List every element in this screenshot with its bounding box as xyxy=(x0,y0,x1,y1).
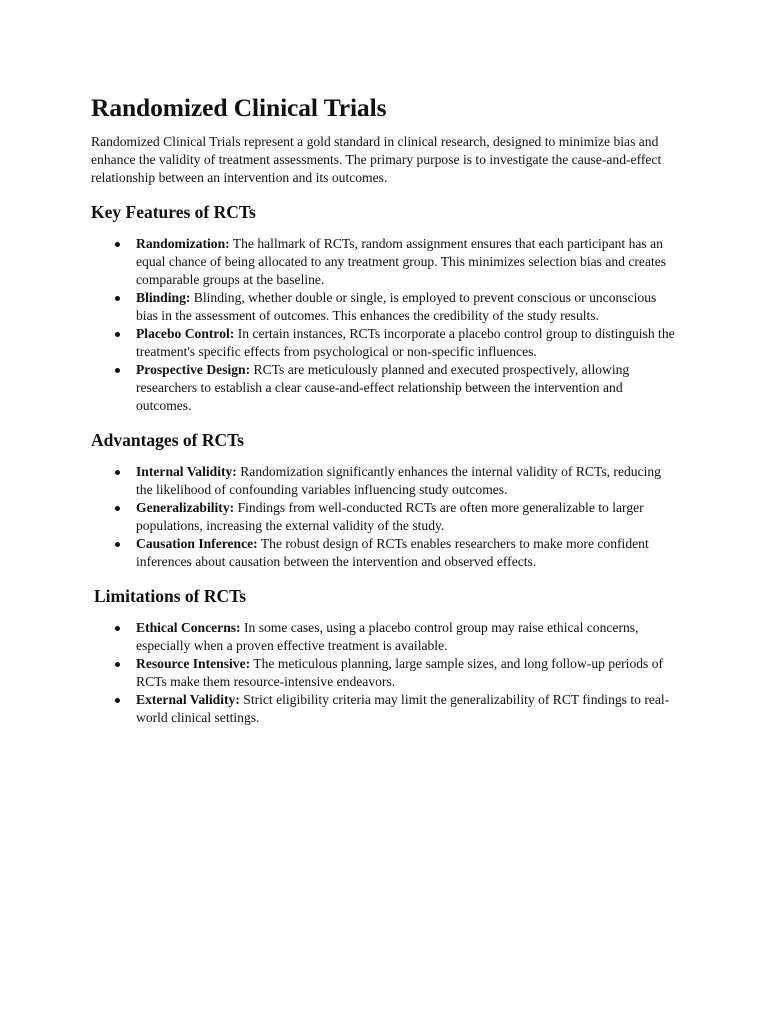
item-text: Randomization significantly enhances the internal validity of RCTs, reducing the likelihood of confounding variables influencing study outcomes. xyxy=(136,464,661,497)
section-heading-limitations: Limitations of RCTs xyxy=(94,586,247,606)
list-item xyxy=(91,619,679,655)
item-text: The robust design of RCTs enables researchers to make more confident inferences about causation between the intervention and observed effects. xyxy=(136,536,649,569)
bullet-icon xyxy=(115,626,120,631)
item-term: Prospective Design: xyxy=(136,362,251,377)
list-item xyxy=(91,235,679,289)
bullet-icon xyxy=(115,698,120,703)
list-item xyxy=(91,535,679,571)
bullet-icon xyxy=(115,296,120,301)
item-text: RCTs are meticulously planned and executed prospectively, allowing researchers to establish a clear cause-and-effect relationship between the intervention and outcomes. xyxy=(136,362,630,413)
list-item xyxy=(91,691,679,727)
item-term: Randomization: xyxy=(136,236,230,251)
item-text: Blinding, whether double or single, is employed to prevent conscious or unconscious bias in the assessment of outcomes. This enhances the credibility of the study results. xyxy=(136,290,657,323)
list-item xyxy=(91,289,679,325)
bullet-icon xyxy=(115,242,120,247)
list-item xyxy=(91,499,679,535)
item-term: Ethical Concerns: xyxy=(136,620,241,635)
document-page xyxy=(91,92,679,741)
item-term: Placebo Control: xyxy=(136,326,235,341)
section-heading-key-features: Key Features of RCTs xyxy=(91,202,256,222)
item-text: Findings from well-conducted RCTs are often more generalizable to larger populations, increasing the external validity of the study. xyxy=(136,500,644,533)
list-item xyxy=(91,655,679,691)
item-text: In certain instances, RCTs incorporate a placebo control group to distinguish the treatment's specific effects from psychological or non-specific influences. xyxy=(136,326,675,359)
item-term: Internal Validity: xyxy=(136,464,237,479)
item-term: Resource Intensive: xyxy=(136,656,251,671)
bullet-icon xyxy=(115,470,120,475)
item-term: External Validity: xyxy=(136,692,240,707)
bullet-icon xyxy=(115,368,120,373)
item-term: Generalizability: xyxy=(136,500,235,515)
advantages-list xyxy=(91,463,679,571)
bullet-icon xyxy=(115,542,120,547)
list-item xyxy=(91,463,679,499)
item-text: The hallmark of RCTs, random assignment ensures that each participant has an equal chance of being allocated to any treatment group. This minimizes selection bias and creates comparable groups at the baseline. xyxy=(136,236,667,287)
item-term: Causation Inference: xyxy=(136,536,258,551)
item-text: The meticulous planning, large sample sizes, and long follow-up periods of RCTs make them resource-intensive endeavors. xyxy=(136,656,664,689)
intro-paragraph: Randomized Clinical Trials represent a gold standard in clinical research, designed to minimize bias and enhance the validity of treatment assessments. The primary purpose is to investigate the cause-and-effect relationship between an intervention and its outcomes. xyxy=(91,134,662,185)
list-item xyxy=(91,325,679,361)
page-title: Randomized Clinical Trials xyxy=(91,93,387,122)
limitations-list xyxy=(91,619,679,727)
list-item xyxy=(91,361,679,415)
key-features-list xyxy=(91,235,679,415)
bullet-icon xyxy=(115,332,120,337)
section-heading-advantages: Advantages of RCTs xyxy=(91,430,244,450)
item-text: Strict eligibility criteria may limit the generalizability of RCT findings to real-world clinical settings. xyxy=(136,692,670,725)
item-term: Blinding: xyxy=(136,290,191,305)
bullet-icon xyxy=(115,506,120,511)
bullet-icon xyxy=(115,662,120,667)
item-text: In some cases, using a placebo control group may raise ethical concerns, especially when a proven effective treatment is available. xyxy=(136,620,639,653)
